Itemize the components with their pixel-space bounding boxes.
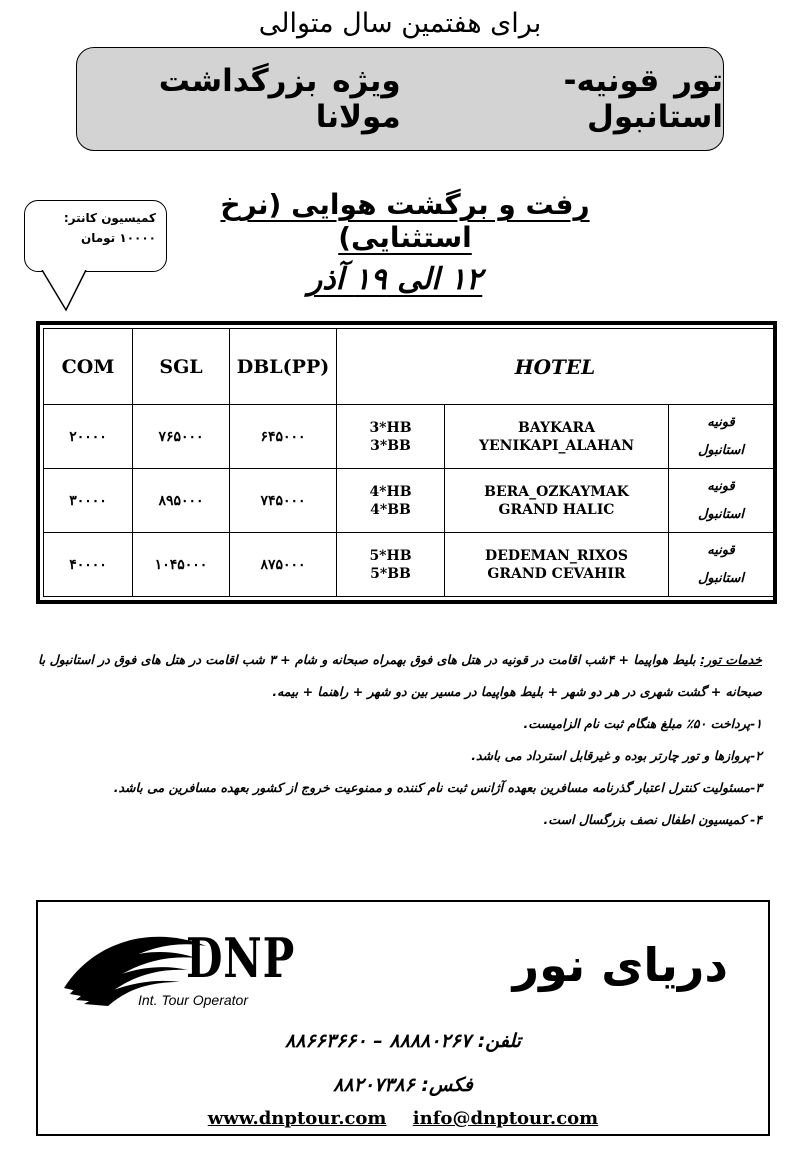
price-table xyxy=(36,321,777,604)
tour-dates: ۱۲ الی ۱۹ آذر xyxy=(307,262,483,297)
logo-text: DNP xyxy=(186,926,296,990)
services-label: خدمات تور: xyxy=(700,652,762,667)
cell-cities: قونیه استانبول xyxy=(669,533,774,597)
phone-line xyxy=(38,1030,768,1052)
cell-stars: 3*HB 3*BB xyxy=(337,405,445,469)
header-com: COM xyxy=(44,329,133,405)
footer-box xyxy=(36,900,770,1136)
header-sgl: SGL xyxy=(133,329,230,405)
note-item: ۳-مسئولیت کنترل اعتبار گذرنامه مسافرین بعهده آژانس ثبت نام کننده و ممنوعیت خروج از کشور بعهده مسافرین می باشد. xyxy=(113,780,762,795)
table-row xyxy=(44,469,774,533)
cell-dbl: ۷۴۵۰۰۰ xyxy=(230,469,337,533)
cell-sgl: ۷۶۵۰۰۰ xyxy=(133,405,230,469)
cell-dbl: ۶۴۵۰۰۰ xyxy=(230,405,337,469)
services-text: بلیط هواپیما + ۴شب اقامت در قونیه در هتل های فوق بهمراه صبحانه و شام + ۳ شب اقامت در هتل های فوق در استانبول با صبحانه + گشت شهری در هر دو شهر + بلیط هواپیما در مسیر بین دو شهر + راهنما + بیمه. xyxy=(37,652,762,699)
table-row xyxy=(44,533,774,597)
brand-name: دریای نور xyxy=(512,938,728,992)
title-box xyxy=(76,47,724,151)
title-part-1: تور قونیه- استانبول xyxy=(563,63,723,135)
cell-cities: قونیه استانبول xyxy=(669,469,774,533)
table-header-row xyxy=(44,329,774,405)
cell-stars: 5*HB 5*BB xyxy=(337,533,445,597)
cell-sgl: ۸۹۵۰۰۰ xyxy=(133,469,230,533)
top-line: برای هفتمین سال متوالی xyxy=(258,8,542,39)
cell-com: ۲۰۰۰۰ xyxy=(44,405,133,469)
phone-value: ۸۸۸۸۰۲۶۷ – ۸۸۶۶۳۶۶۰ xyxy=(285,1030,472,1052)
cell-com: ۳۰۰۰۰ xyxy=(44,469,133,533)
subtitle: رفت و برگشت هوایی (نرخ استثنایی) xyxy=(220,188,590,254)
cell-hotels: BERA_OZKAYMAK GRAND HALIC xyxy=(445,469,669,533)
cell-stars: 4*HB 4*BB xyxy=(337,469,445,533)
header-dbl: DBL(PP) xyxy=(230,329,337,405)
cell-com: ۴۰۰۰۰ xyxy=(44,533,133,597)
note-item: ۱-پرداخت ۵۰٪ مبلغ هنگام ثبت نام الزامیست. xyxy=(523,716,762,731)
cell-sgl: ۱۰۴۵۰۰۰ xyxy=(133,533,230,597)
logo-subtitle: Int. Tour Operator xyxy=(138,992,248,1008)
services-paragraph xyxy=(36,644,762,708)
cell-hotels: BAYKARA YENIKAPI_ALAHAN xyxy=(445,405,669,469)
bubble-tail-icon xyxy=(38,270,98,312)
cell-cities: قونیه استانبول xyxy=(669,405,774,469)
fax-line xyxy=(38,1074,768,1096)
cell-hotels: DEDEMAN_RIXOS GRAND CEVAHIR xyxy=(445,533,669,597)
web-line xyxy=(38,1108,768,1129)
note-item: ۲-پروازها و تور چارتر بوده و غیرقابل استرداد می باشد. xyxy=(471,748,762,763)
phone-label: تلفن: xyxy=(477,1030,521,1052)
title-part-2: ویژه بزرگداشت مولانا xyxy=(158,63,401,135)
cell-dbl: ۸۷۵۰۰۰ xyxy=(230,533,337,597)
header-hotel: HOTEL xyxy=(337,329,774,405)
commission-value: ۱۰۰۰۰ تومان xyxy=(80,231,156,245)
commission-bubble xyxy=(24,200,167,272)
note-item: ۴- کمیسیون اطفال نصف بزرگسال است. xyxy=(543,812,762,827)
fax-label: فکس: xyxy=(421,1074,473,1096)
tour-notes xyxy=(36,644,762,836)
fax-value: ۸۸۲۰۷۳۸۶ xyxy=(333,1074,415,1096)
table-row xyxy=(44,405,774,469)
email-link[interactable]: info@dnptour.com xyxy=(412,1108,599,1129)
commission-label: کمیسیون کانتر: xyxy=(63,211,156,225)
website-link[interactable]: www.dnptour.com xyxy=(207,1108,387,1129)
